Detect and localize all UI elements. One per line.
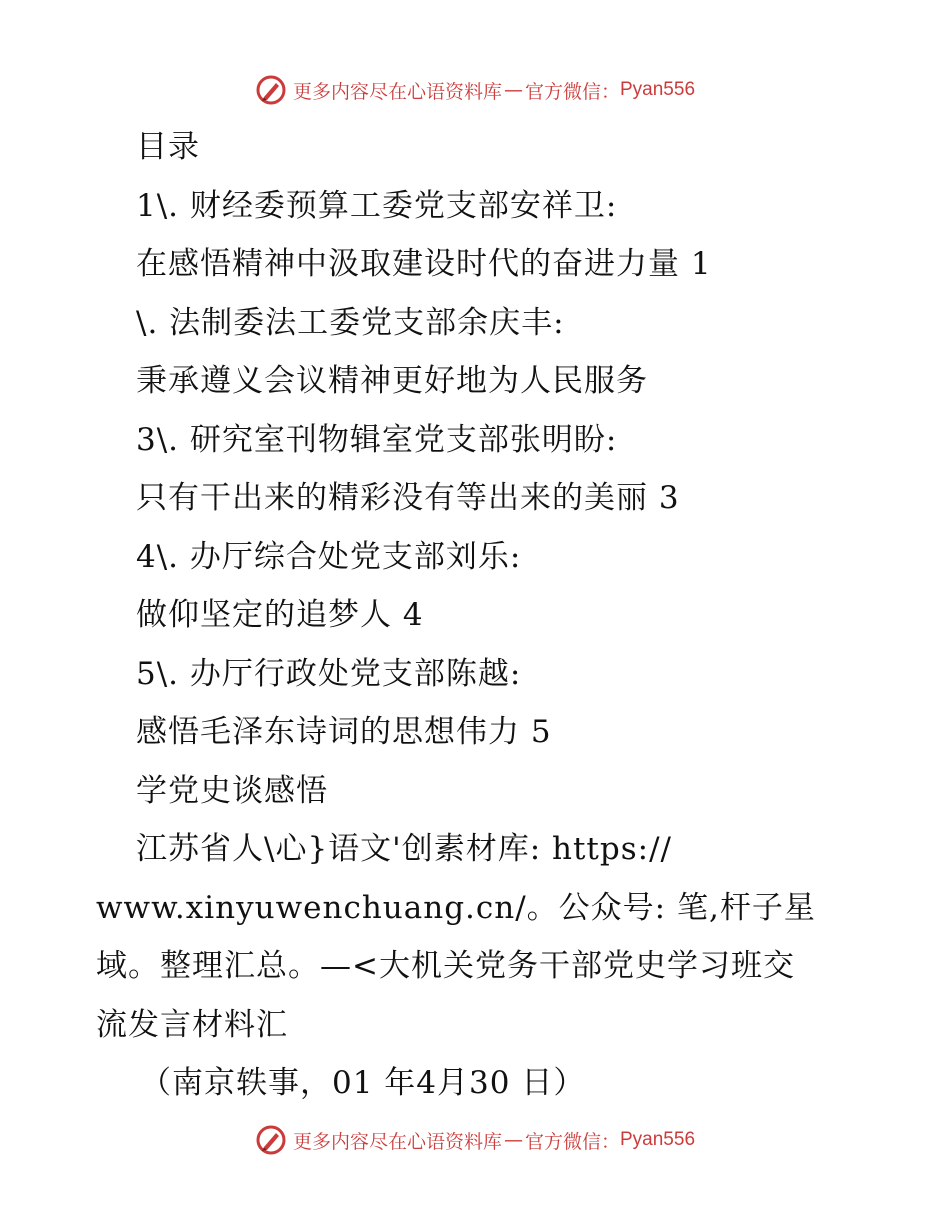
footer-watermark — [0, 1120, 950, 1160]
toc-entry-4-author: 4\. 办厅综合处党支部刘乐: — [136, 538, 522, 575]
watermark-separator: — — [503, 1129, 523, 1151]
watermark-text: 更多内容尽在心语资料库 — [292, 1130, 502, 1153]
toc-entry-3-title: 只有干出来的精彩没有等出来的美丽 3 — [136, 480, 680, 516]
body-paragraph-line-1: 江苏省人\心}语文'创素材库: https:// — [136, 831, 672, 867]
toc-entry-5-title: 感悟毛泽东诗词的思想伟力 5 — [136, 714, 552, 750]
dateline: （南京轶事，01 年4月30 日） — [140, 1065, 586, 1101]
toc-heading: 目录 — [136, 129, 200, 165]
body-paragraph-line-4: 流发言材料汇 — [96, 1006, 288, 1043]
pen-logo-icon — [255, 74, 287, 106]
toc-entry-2-title: 秉承遵义会议精神更好地为人民服务 — [136, 363, 648, 399]
watermark-wechat-id: Pyan556 — [620, 79, 696, 100]
toc-entry-1-author: 1\. 财经委预算工委党支部安祥卫: — [136, 187, 618, 224]
section-title: 学党史谈感悟 — [136, 772, 328, 809]
pen-logo-icon — [255, 1124, 287, 1156]
watermark-wechat-id: Pyan556 — [620, 1129, 696, 1150]
watermark-separator: — — [503, 79, 523, 101]
watermark-wechat-label: 官方微信： — [524, 80, 620, 103]
watermark-text: 更多内容尽在心语资料库 — [292, 80, 502, 103]
body-paragraph-line-2: www.xinyuwenchuang.cn/。公众号: 笔,杆子星 — [96, 889, 816, 926]
toc-entry-3-author: 3\. 研究室刊物辑室党支部张明盼: — [136, 421, 618, 458]
body-paragraph-line-3: 域。整理汇总。—<大机关党务干部党史学习班交 — [96, 948, 795, 984]
header-watermark — [0, 70, 950, 110]
watermark-wechat-label: 官方微信： — [524, 1130, 620, 1153]
toc-entry-1-title: 在感悟精神中汲取建设时代的奋进力量 1 — [136, 246, 712, 282]
toc-entry-5-author: 5\. 办厅行政处党支部陈越: — [136, 655, 522, 692]
document-body — [0, 118, 950, 1113]
toc-entry-4-title: 做仰坚定的追梦人 4 — [136, 597, 424, 633]
toc-entry-2-author: \. 法制委法工委党支部余庆丰: — [136, 304, 565, 341]
